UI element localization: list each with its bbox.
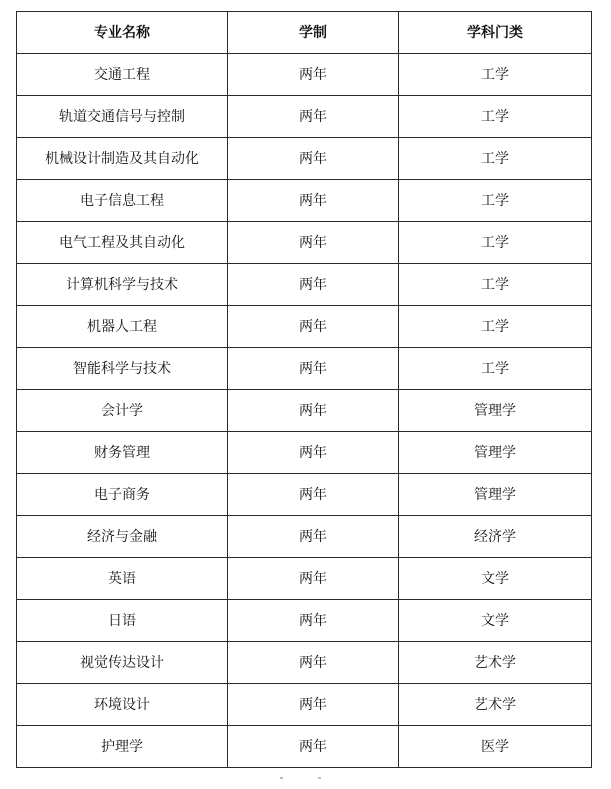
table-row <box>17 558 592 600</box>
cell-discipline: 工学 <box>399 348 592 390</box>
cell-duration: 两年 <box>228 180 399 222</box>
cell-duration: 两年 <box>228 558 399 600</box>
table-row <box>17 642 592 684</box>
cell-discipline: 医学 <box>399 726 592 768</box>
cell-duration: 两年 <box>228 264 399 306</box>
cell-duration: 两年 <box>228 96 399 138</box>
table-row <box>17 222 592 264</box>
table-row <box>17 138 592 180</box>
cell-duration: 两年 <box>228 54 399 96</box>
table-row <box>17 54 592 96</box>
table-row <box>17 264 592 306</box>
table-row <box>17 684 592 726</box>
cell-major-name: 电气工程及其自动化 <box>17 222 228 264</box>
cell-discipline: 艺术学 <box>399 684 592 726</box>
cell-duration: 两年 <box>228 390 399 432</box>
cell-discipline: 管理学 <box>399 432 592 474</box>
cell-duration: 两年 <box>228 222 399 264</box>
header-duration: 学制 <box>228 12 399 54</box>
header-major-name: 专业名称 <box>17 12 228 54</box>
cell-duration: 两年 <box>228 306 399 348</box>
table-row <box>17 96 592 138</box>
cell-major-name: 计算机科学与技术 <box>17 264 228 306</box>
cell-discipline: 文学 <box>399 558 592 600</box>
table-row <box>17 390 592 432</box>
cell-discipline: 工学 <box>399 306 592 348</box>
cell-major-name: 财务管理 <box>17 432 228 474</box>
table-header-row <box>17 12 592 54</box>
cell-discipline: 管理学 <box>399 390 592 432</box>
cell-duration: 两年 <box>228 600 399 642</box>
majors-table <box>16 11 592 768</box>
cell-major-name: 电子商务 <box>17 474 228 516</box>
table-row <box>17 600 592 642</box>
table-row <box>17 432 592 474</box>
table-row <box>17 306 592 348</box>
cell-duration: 两年 <box>228 684 399 726</box>
table-row <box>17 180 592 222</box>
cell-discipline: 文学 <box>399 600 592 642</box>
table-body <box>17 54 592 768</box>
cell-major-name: 智能科学与技术 <box>17 348 228 390</box>
cell-discipline: 工学 <box>399 222 592 264</box>
cell-duration: 两年 <box>228 432 399 474</box>
cell-major-name: 会计学 <box>17 390 228 432</box>
table-row <box>17 348 592 390</box>
cell-duration: 两年 <box>228 726 399 768</box>
cell-discipline: 工学 <box>399 264 592 306</box>
cell-duration: 两年 <box>228 642 399 684</box>
cell-major-name: 视觉传达设计 <box>17 642 228 684</box>
cell-discipline: 工学 <box>399 138 592 180</box>
cell-discipline: 工学 <box>399 180 592 222</box>
cell-discipline: 艺术学 <box>399 642 592 684</box>
cell-duration: 两年 <box>228 138 399 180</box>
cell-major-name: 电子信息工程 <box>17 180 228 222</box>
cell-major-name: 机器人工程 <box>17 306 228 348</box>
cell-major-name: 轨道交通信号与控制 <box>17 96 228 138</box>
cell-major-name: 经济与金融 <box>17 516 228 558</box>
majors-table-container <box>16 11 591 768</box>
cell-major-name: 交通工程 <box>17 54 228 96</box>
cell-discipline: 工学 <box>399 96 592 138</box>
header-discipline: 学科门类 <box>399 12 592 54</box>
table-row <box>17 726 592 768</box>
cell-discipline: 管理学 <box>399 474 592 516</box>
table-row <box>17 516 592 558</box>
cell-discipline: 工学 <box>399 54 592 96</box>
page-edge-marks <box>280 777 340 783</box>
cell-major-name: 日语 <box>17 600 228 642</box>
cell-major-name: 护理学 <box>17 726 228 768</box>
cell-duration: 两年 <box>228 516 399 558</box>
cell-major-name: 环境设计 <box>17 684 228 726</box>
table-row <box>17 474 592 516</box>
cell-duration: 两年 <box>228 348 399 390</box>
cell-major-name: 英语 <box>17 558 228 600</box>
cell-duration: 两年 <box>228 474 399 516</box>
cell-discipline: 经济学 <box>399 516 592 558</box>
cell-major-name: 机械设计制造及其自动化 <box>17 138 228 180</box>
